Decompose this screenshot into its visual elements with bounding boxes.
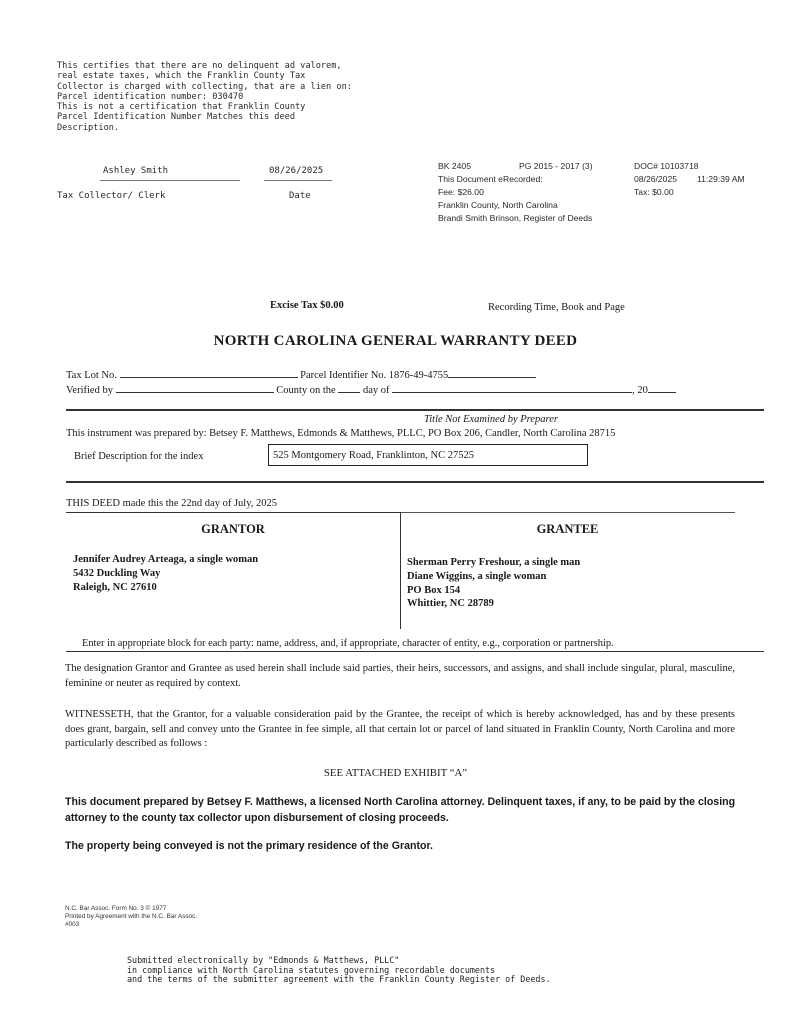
grantor-name: Jennifer Audrey Arteaga, a single woman [73,554,259,565]
date-label: Date [289,191,311,201]
day-field[interactable] [338,382,360,393]
erecorded-label: This Document eRecorded: [438,174,543,184]
grantor-top-line [66,512,400,513]
excise-tax: Excise Tax $0.00 [270,300,344,311]
tax-lot-row [66,367,536,381]
brief-description-label: Brief Description for the index [74,451,204,462]
grantee-heading: GRANTEE [536,522,599,536]
tax-certification-text: This certifies that there are no delinquent ad valorem, real estate taxes, which the Franklin County Tax Collector is charged with collecting, that are a lien on: Parcel identification number: 030470 This is not a certification that Franklin County Parcel Identification Number Matches this deed Description. [57,61,352,133]
party-instructions: Enter in appropriate block for each party: name, address, and, if appropriate, character of entity, e.g., corporation or partnership. [82,638,614,649]
submitted-notice: Submitted electronically by "Edmonds & Matthews, PLLC" in compliance with North Carolina statutes governing recordable documents and the terms of the submitter agreement with the Franklin County Register of Deeds. [127,955,551,984]
recording-pages: PG 2015 - 2017 (3) [519,161,593,171]
grantee-address-line: PO Box 154 [407,584,461,596]
brief-description-field[interactable]: 525 Montgomery Road, Franklinton, NC 27525 [268,444,588,466]
deed-made-date: THIS DEED made this the 22nd day of July, 2025 [66,498,278,509]
form-number: N.C. Bar Assoc. Form No. 3 © 1977 [65,905,167,912]
grantor-block [73,553,258,594]
certification-date: 08/26/2025 [269,166,324,176]
recording-time-label: Recording Time, Book and Page [488,302,625,313]
designation-paragraph: The designation Grantor and Grantee as used herein shall include said parties, their heirs, successors, and assigns, and shall include singular, plural, masculine, feminine or neuter as required by context. [65,663,735,689]
parcel-value: 1876-49-4755 [388,370,449,381]
verified-by-field[interactable] [116,382,274,393]
grantee-block [407,556,580,611]
register-of-deeds: Brandi Smith Brinson, Register of Deeds [438,213,593,223]
year-prefix: , 20 [632,385,648,396]
parcel-underline [448,367,536,378]
tax-lot-label: Tax Lot No. [66,370,117,381]
parcel-label: Parcel Identifier No. [300,370,387,381]
attorney-note: This document prepared by Betsey F. Matthews, a licensed North Carolina attorney. Delinquent taxes, if any, to be paid by the closing attorney to the county tax collector upon disbursement of closing proceeds. [65,796,736,824]
title-not-examined: Title Not Examined by Preparer [424,414,558,425]
recording-book: BK 2405 [438,161,471,171]
divider [66,481,764,483]
recorded-date: 08/26/2025 [634,174,678,184]
tax-collector-name: Ashley Smith [103,166,169,176]
month-field[interactable] [392,382,632,393]
signature-line [100,180,240,181]
grantor-heading: GRANTOR [201,522,265,536]
instructions-underline [66,651,764,652]
grantee-city-line: Whittier, NC 28789 [407,598,494,610]
form-footer [65,905,197,929]
grantee-name-1: Sherman Perry Freshour, a single man [407,557,581,568]
date-line [264,180,332,181]
grantor-address-line: 5432 Duckling Way [73,567,161,579]
exhibit-reference: SEE ATTACHED EXHIBIT “A” [323,767,468,779]
form-code: #003 [65,921,80,928]
grantee-top-line [400,512,735,513]
deed-title: NORTH CAROLINA GENERAL WARRANTY DEED [213,333,578,349]
residence-note: The property being conveyed is not the primary residence of the Grantor. [65,840,433,852]
witnesseth-paragraph: WITNESSETH, that the Grantor, for a valuable consideration paid by the Grantee, the receipt of which is hereby acknowledged, has and by these presents does grant, bargain, sell and convey unto the Grantee in fee simple, all that certain lot or parcel of land situated in Franklin County, North Carolina and more particularly described as follows : [65,709,735,749]
verified-row [66,382,676,396]
county-on-the-label: County on the [276,385,336,396]
tax-lot-field[interactable] [120,367,298,378]
divider [66,409,764,411]
year-field[interactable] [648,382,676,393]
form-printed-by: Printed by Agreement with the N.C. Bar Assoc. [65,913,198,920]
verified-by-label: Verified by [66,385,113,396]
prepared-by: This instrument was prepared by: Betsey F. Matthews, Edmonds & Matthews, PLLC, PO Box 206, Candler, North Carolina 28715 [66,428,616,439]
recording-county: Franklin County, North Carolina [438,200,558,210]
recording-tax: Tax: $0.00 [634,187,674,197]
tax-collector-title: Tax Collector/ Clerk [57,191,166,201]
recorded-time: 11:29:39 AM [697,174,745,184]
recording-doc-number: DOC# 10103718 [634,161,699,171]
grantee-name-2: Diane Wiggins, a single woman [407,570,547,582]
day-of-label: day of [362,385,390,396]
grantor-city-line: Raleigh, NC 27610 [73,581,157,593]
recording-fee: Fee: $26.00 [438,187,484,197]
